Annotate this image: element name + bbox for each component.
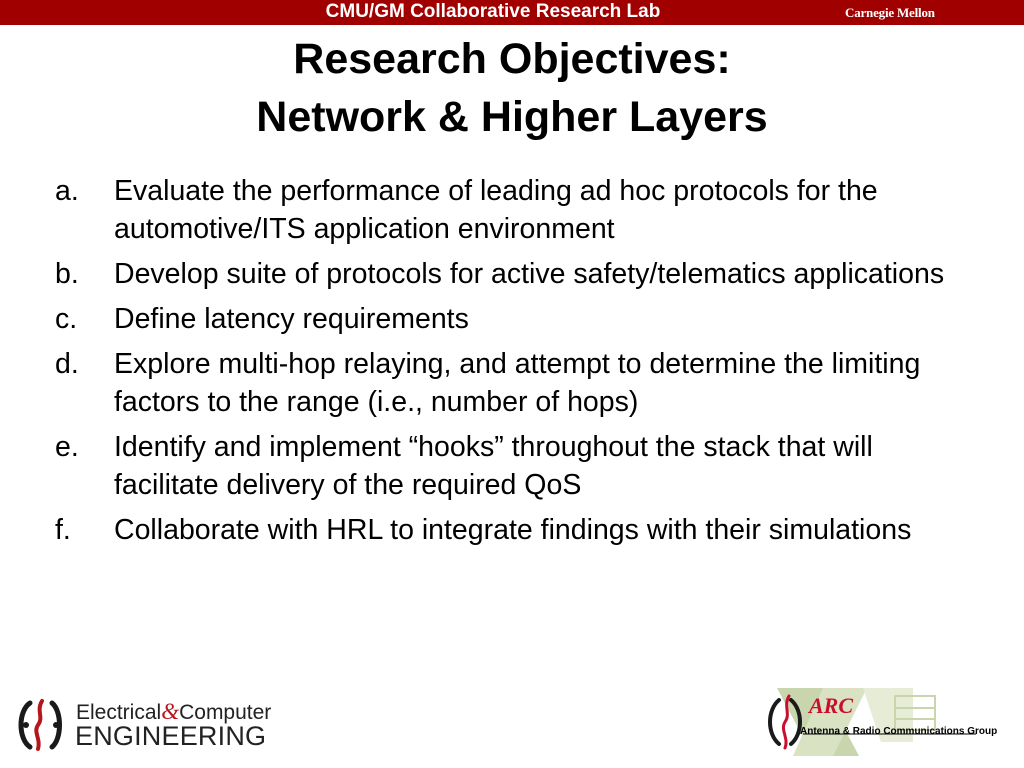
list-item — [55, 511, 985, 549]
ece-word-computer: Computer — [179, 701, 272, 724]
list-item-letter: d. — [55, 348, 79, 380]
list-item — [55, 300, 985, 338]
ece-logo-line-2: ENGINEERING — [75, 721, 267, 751]
ece-word-electrical: Electrical — [76, 701, 162, 724]
list-item — [55, 172, 985, 248]
carnegie-mellon-logo: Carnegie Mellon — [845, 5, 935, 20]
list-item — [55, 428, 985, 504]
list-item-letter: b. — [55, 258, 79, 290]
ece-logo — [14, 697, 272, 753]
list-item-text: Define latency requirements — [114, 303, 469, 335]
list-item-text: Develop suite of protocols for active safety/telematics applications — [114, 258, 945, 290]
title-line-1: Research Objectives: — [293, 35, 731, 83]
slide-title — [0, 30, 1024, 146]
arc-logo-subtitle: Antenna & Radio Communications Group — [800, 726, 998, 737]
list-item-text: Collaborate with HRL to integrate findings with their simulations — [114, 514, 912, 546]
arc-emblem-icon — [763, 686, 983, 758]
list-item-letter: e. — [55, 431, 79, 463]
ece-ampersand: & — [161, 699, 180, 724]
list-item — [55, 255, 985, 293]
header-bar — [0, 0, 1024, 25]
list-item-letter: c. — [55, 303, 78, 335]
list-item-text: Identify and implement “hooks” throughout the stack that will facilitate delivery of the required QoS — [114, 431, 873, 501]
list-item-text: Evaluate the performance of leading ad hoc protocols for the automotive/ITS application environment — [114, 175, 878, 245]
ece-mark-icon — [14, 697, 70, 753]
arc-logo — [763, 686, 998, 758]
list-item — [55, 345, 985, 421]
title-line-2: Network & Higher Layers — [256, 93, 768, 141]
list-item-letter: f. — [55, 514, 71, 546]
arc-logo-name: ARC — [809, 693, 854, 718]
list-item-letter: a. — [55, 175, 79, 207]
list-item-text: Explore multi-hop relaying, and attempt to determine the limiting factors to the range (i.e., number of hops) — [114, 348, 921, 418]
lab-name: CMU/GM Collaborative Research Lab — [325, 1, 661, 22]
objectives-list — [55, 172, 985, 556]
